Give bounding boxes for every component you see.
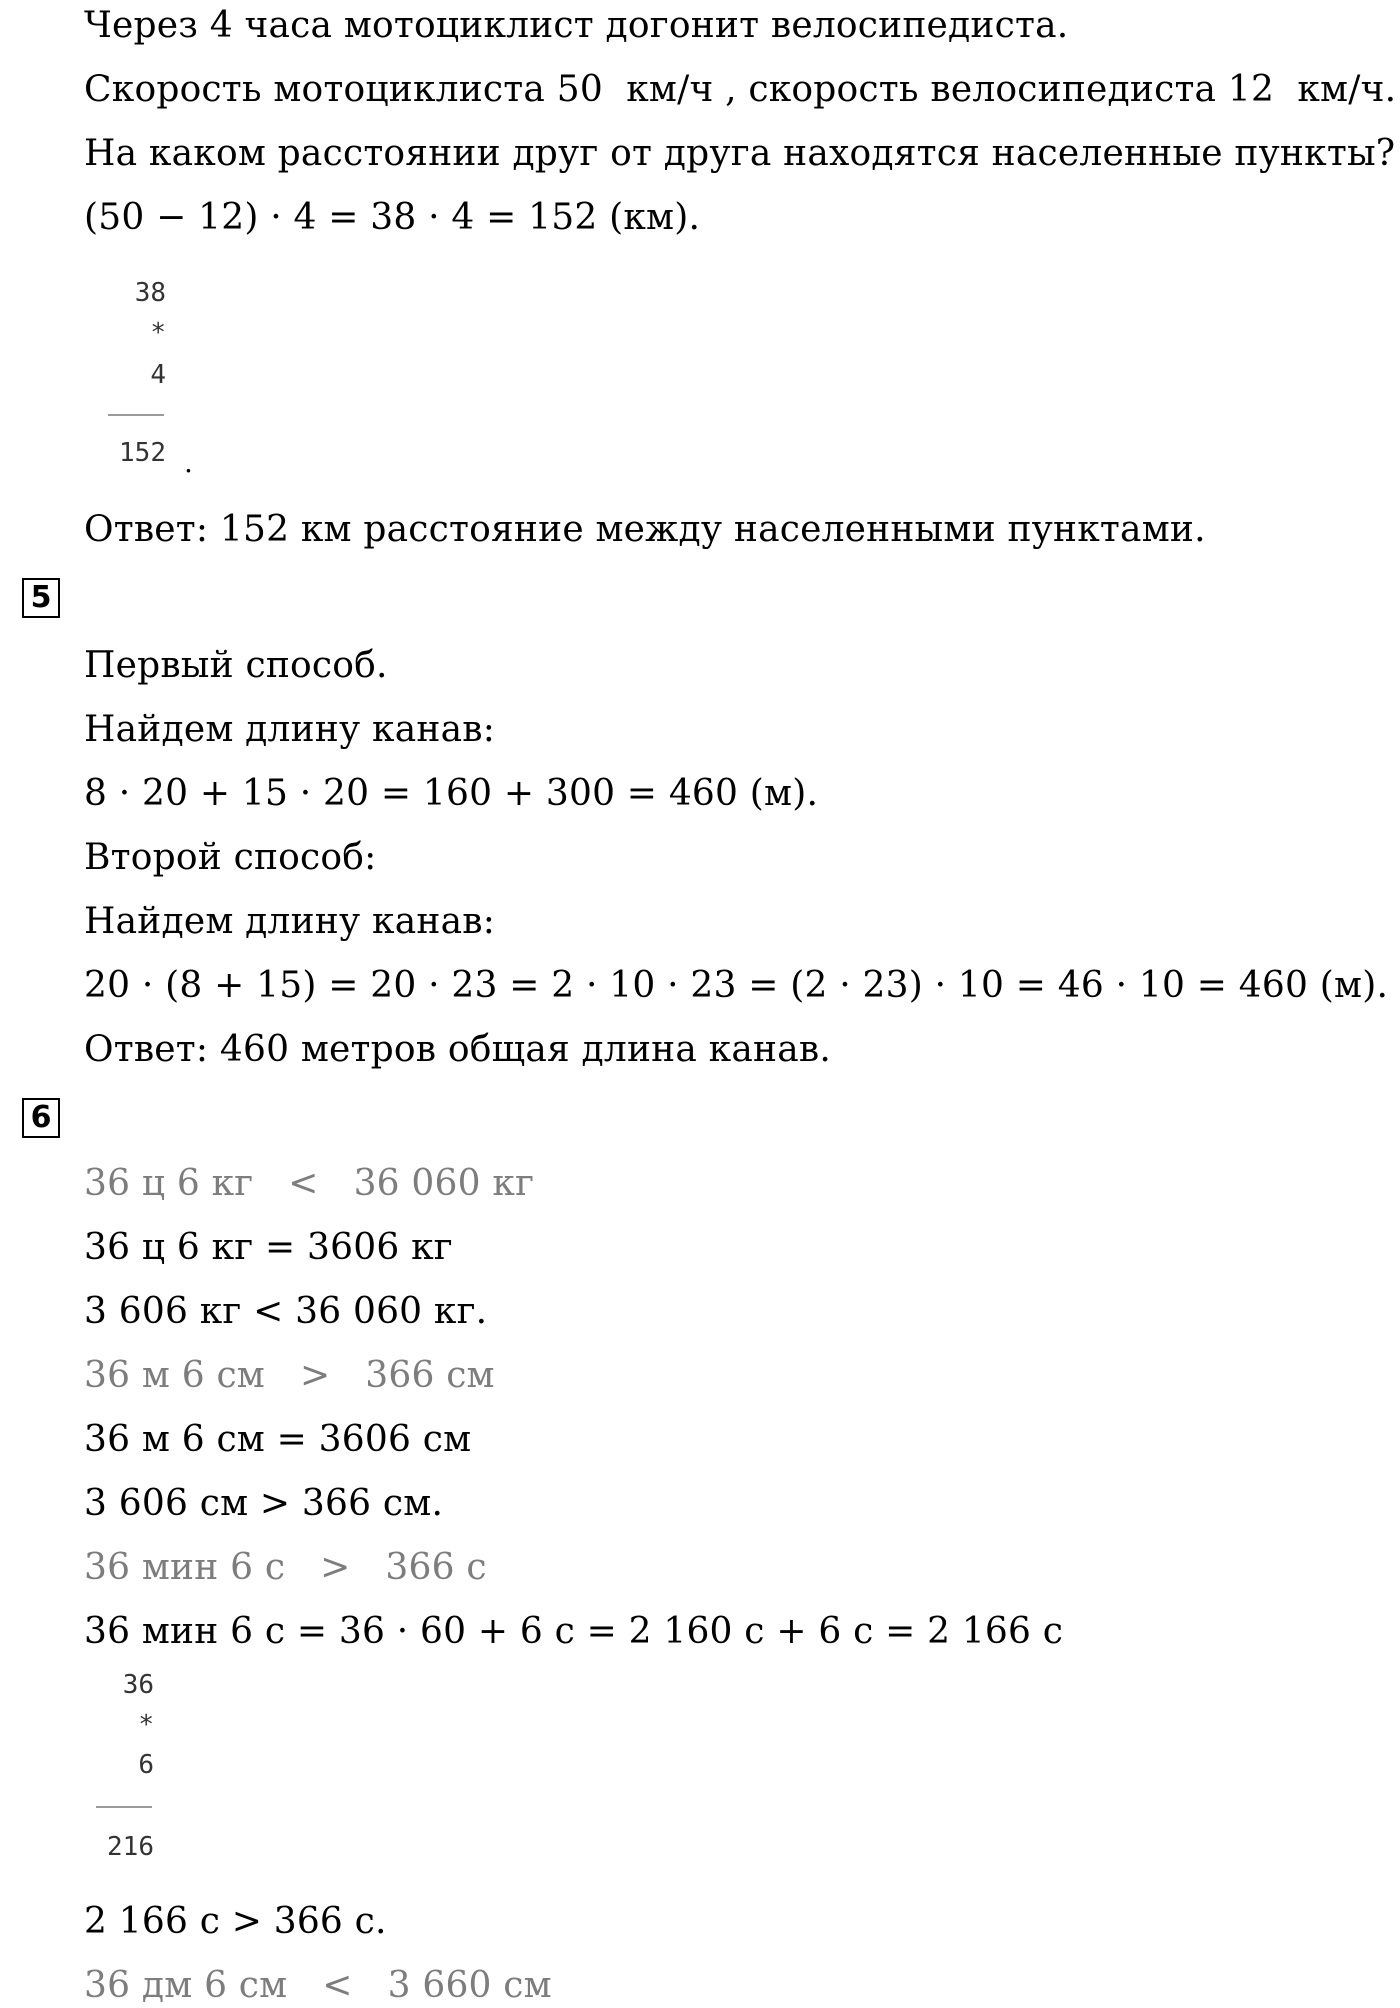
task4-answer: Ответ: 152 км расстояние между населенными пунктами.	[84, 509, 1206, 550]
task5-answer: Ответ: 460 метров общая длина канав.	[84, 1029, 831, 1070]
column-top-number: 36	[122, 1670, 154, 1700]
task4-text-line-1: Через 4 часа мотоциклист догонит велосипедиста.	[84, 5, 1069, 46]
task4-text-line-3: На каком расстоянии друг от друга находятся населенные пункты?	[84, 133, 1396, 174]
task-number-6: 6	[22, 1098, 60, 1138]
column-result: 216	[107, 1832, 154, 1862]
task4-equation: (50 − 12) · 4 = 38 · 4 = 152 (км).	[84, 197, 701, 238]
task6-conversion-1: 36 ц 6 кг = 3606 кг	[84, 1227, 453, 1268]
task6-result-1: 3 606 кг < 36 060 кг.	[84, 1291, 488, 1332]
column-result: 152	[119, 438, 166, 468]
column-operator: *	[138, 1710, 154, 1740]
task6-comparison-3: 36 мин 6 с > 366 с	[84, 1547, 487, 1588]
task6-result-3: 2 166 с > 366 с.	[84, 1901, 387, 1942]
column-bottom-number: 4	[150, 360, 166, 390]
task6-conversion-2: 36 м 6 см = 3606 см	[84, 1419, 472, 1460]
task5-equation-2: 20 · (8 + 15) = 20 · 23 = 2 · 10 · 23 = (2 · 23) · 10 = 46 · 10 = 460 (м).	[84, 965, 1389, 1006]
column-top-number: 38	[134, 278, 166, 308]
task4-text-line-2: Скорость мотоциклиста 50 км/ч , скорость велосипедиста 12 км/ч.	[84, 69, 1397, 110]
task-number-5: 5	[22, 578, 60, 618]
column-bottom-number: 6	[138, 1750, 154, 1780]
task5-text-line-4: Второй способ:	[84, 837, 377, 878]
task5-text-line-5: Найдем длину канав:	[84, 901, 496, 942]
column-rule	[108, 414, 164, 416]
task6-comparison-4: 36 дм 6 см < 3 660 см	[84, 1965, 552, 2006]
column-rule	[96, 1806, 152, 1808]
task5-text-line-2: Найдем длину канав:	[84, 709, 496, 750]
column-operator: *	[150, 318, 166, 348]
task6-result-2: 3 606 см > 366 см.	[84, 1483, 444, 1524]
task6-comparison-2: 36 м 6 см > 366 см	[84, 1355, 495, 1396]
task5-text-line-1: Первый способ.	[84, 645, 388, 686]
task6-comparison-1: 36 ц 6 кг < 36 060 кг	[84, 1163, 535, 1204]
task6-conversion-3: 36 мин 6 с = 36 · 60 + 6 с = 2 160 с + 6 с = 2 166 с	[84, 1611, 1064, 1652]
task5-equation-1: 8 · 20 + 15 · 20 = 160 + 300 = 460 (м).	[84, 773, 819, 814]
column-trailing-dot: .	[184, 446, 193, 479]
